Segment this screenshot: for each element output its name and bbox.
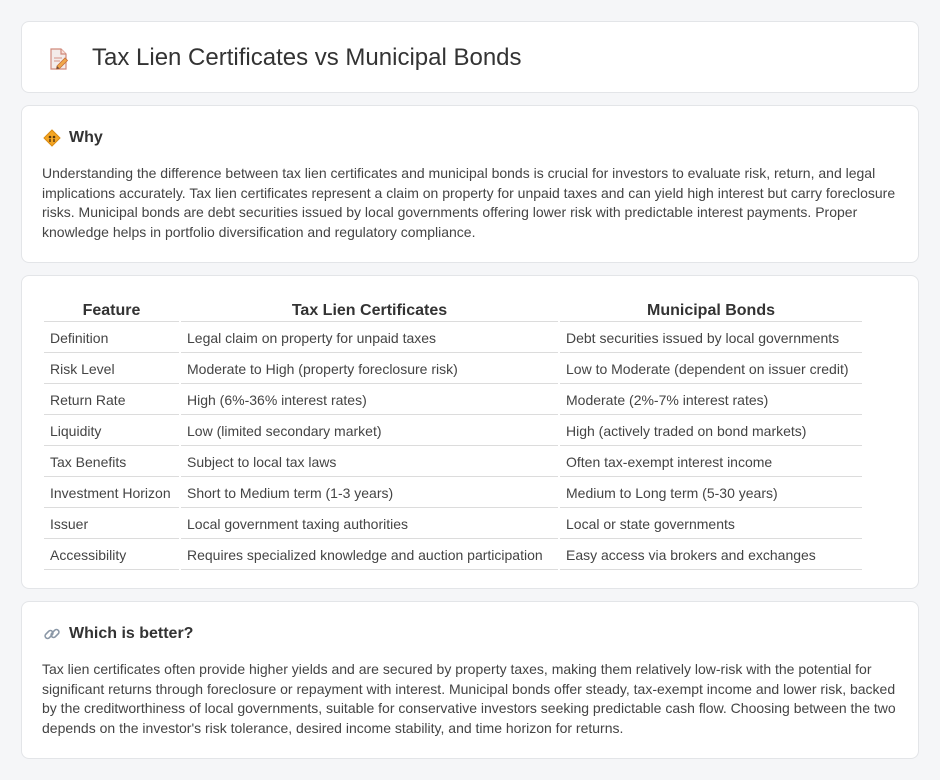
title-card xyxy=(21,21,919,93)
tax-lien-cell: Low (limited secondary market) xyxy=(181,417,558,446)
table-row xyxy=(44,448,862,477)
tax-lien-cell: Moderate to High (property foreclosure risk) xyxy=(181,355,558,384)
document-pencil-icon xyxy=(48,47,70,71)
feature-cell: Tax Benefits xyxy=(44,448,179,477)
column-header: Tax Lien Certificates xyxy=(181,298,558,322)
better-text: Tax lien certificates often provide higher yields and are secured by property taxes, making them relatively low-risk with the potential for significant returns through foreclosure or repayment with interest. Municipal bonds offer steady, tax-exempt income and lower risk, backed by the creditworthiness of local governments, suitable for conservative investors seeking predictable cash flow. Choosing between the two depends on the investor's risk tolerance, desired income stability, and time horizon for returns. xyxy=(42,661,896,736)
municipal-bond-cell: Easy access via brokers and exchanges xyxy=(560,541,862,570)
municipal-bond-cell: Low to Moderate (dependent on issuer credit) xyxy=(560,355,862,384)
tax-lien-cell: Local government taxing authorities xyxy=(181,510,558,539)
why-section xyxy=(21,105,919,263)
feature-cell: Risk Level xyxy=(44,355,179,384)
traffic-sign-icon xyxy=(43,129,61,147)
table-row xyxy=(44,479,862,508)
municipal-bond-cell: Debt securities issued by local governments xyxy=(560,324,862,353)
table-row xyxy=(44,355,862,384)
feature-cell: Return Rate xyxy=(44,386,179,415)
tax-lien-cell: Requires specialized knowledge and auction participation xyxy=(181,541,558,570)
which-better-section xyxy=(21,601,919,759)
feature-cell: Definition xyxy=(44,324,179,353)
column-header: Feature xyxy=(44,298,179,322)
comparison-card xyxy=(21,275,919,589)
table-row xyxy=(44,541,862,570)
tax-lien-cell: Short to Medium term (1-3 years) xyxy=(181,479,558,508)
feature-cell: Accessibility xyxy=(44,541,179,570)
table-header-row xyxy=(44,298,862,322)
comparison-table xyxy=(42,296,864,572)
why-heading: Why xyxy=(69,129,103,146)
column-header: Municipal Bonds xyxy=(560,298,862,322)
municipal-bond-cell: Moderate (2%-7% interest rates) xyxy=(560,386,862,415)
municipal-bond-cell: High (actively traded on bond markets) xyxy=(560,417,862,446)
table-row xyxy=(44,417,862,446)
feature-cell: Liquidity xyxy=(44,417,179,446)
municipal-bond-cell: Medium to Long term (5-30 years) xyxy=(560,479,862,508)
municipal-bond-cell: Often tax-exempt interest income xyxy=(560,448,862,477)
link-icon xyxy=(43,625,61,643)
page-title: Tax Lien Certificates vs Municipal Bonds xyxy=(92,44,522,71)
feature-cell: Investment Horizon xyxy=(44,479,179,508)
table-row xyxy=(44,386,862,415)
tax-lien-cell: Legal claim on property for unpaid taxes xyxy=(181,324,558,353)
feature-cell: Issuer xyxy=(44,510,179,539)
tax-lien-cell: High (6%-36% interest rates) xyxy=(181,386,558,415)
why-text: Understanding the difference between tax lien certificates and municipal bonds is crucial for investors to evaluate risk, return, and legal implications accurately. Tax lien certificates represent a claim on property for unpaid taxes and can yield high interest but carry foreclosure risks. Municipal bonds are debt securities issued by local governments offering lower risk with predictable interest payments. Proper knowledge helps in portfolio diversification and regulatory compliance. xyxy=(42,165,896,240)
table-row xyxy=(44,510,862,539)
better-heading: Which is better? xyxy=(69,625,194,642)
table-row xyxy=(44,324,862,353)
why-heading-row xyxy=(43,128,103,148)
municipal-bond-cell: Local or state governments xyxy=(560,510,862,539)
better-heading-row xyxy=(43,624,193,644)
tax-lien-cell: Subject to local tax laws xyxy=(181,448,558,477)
